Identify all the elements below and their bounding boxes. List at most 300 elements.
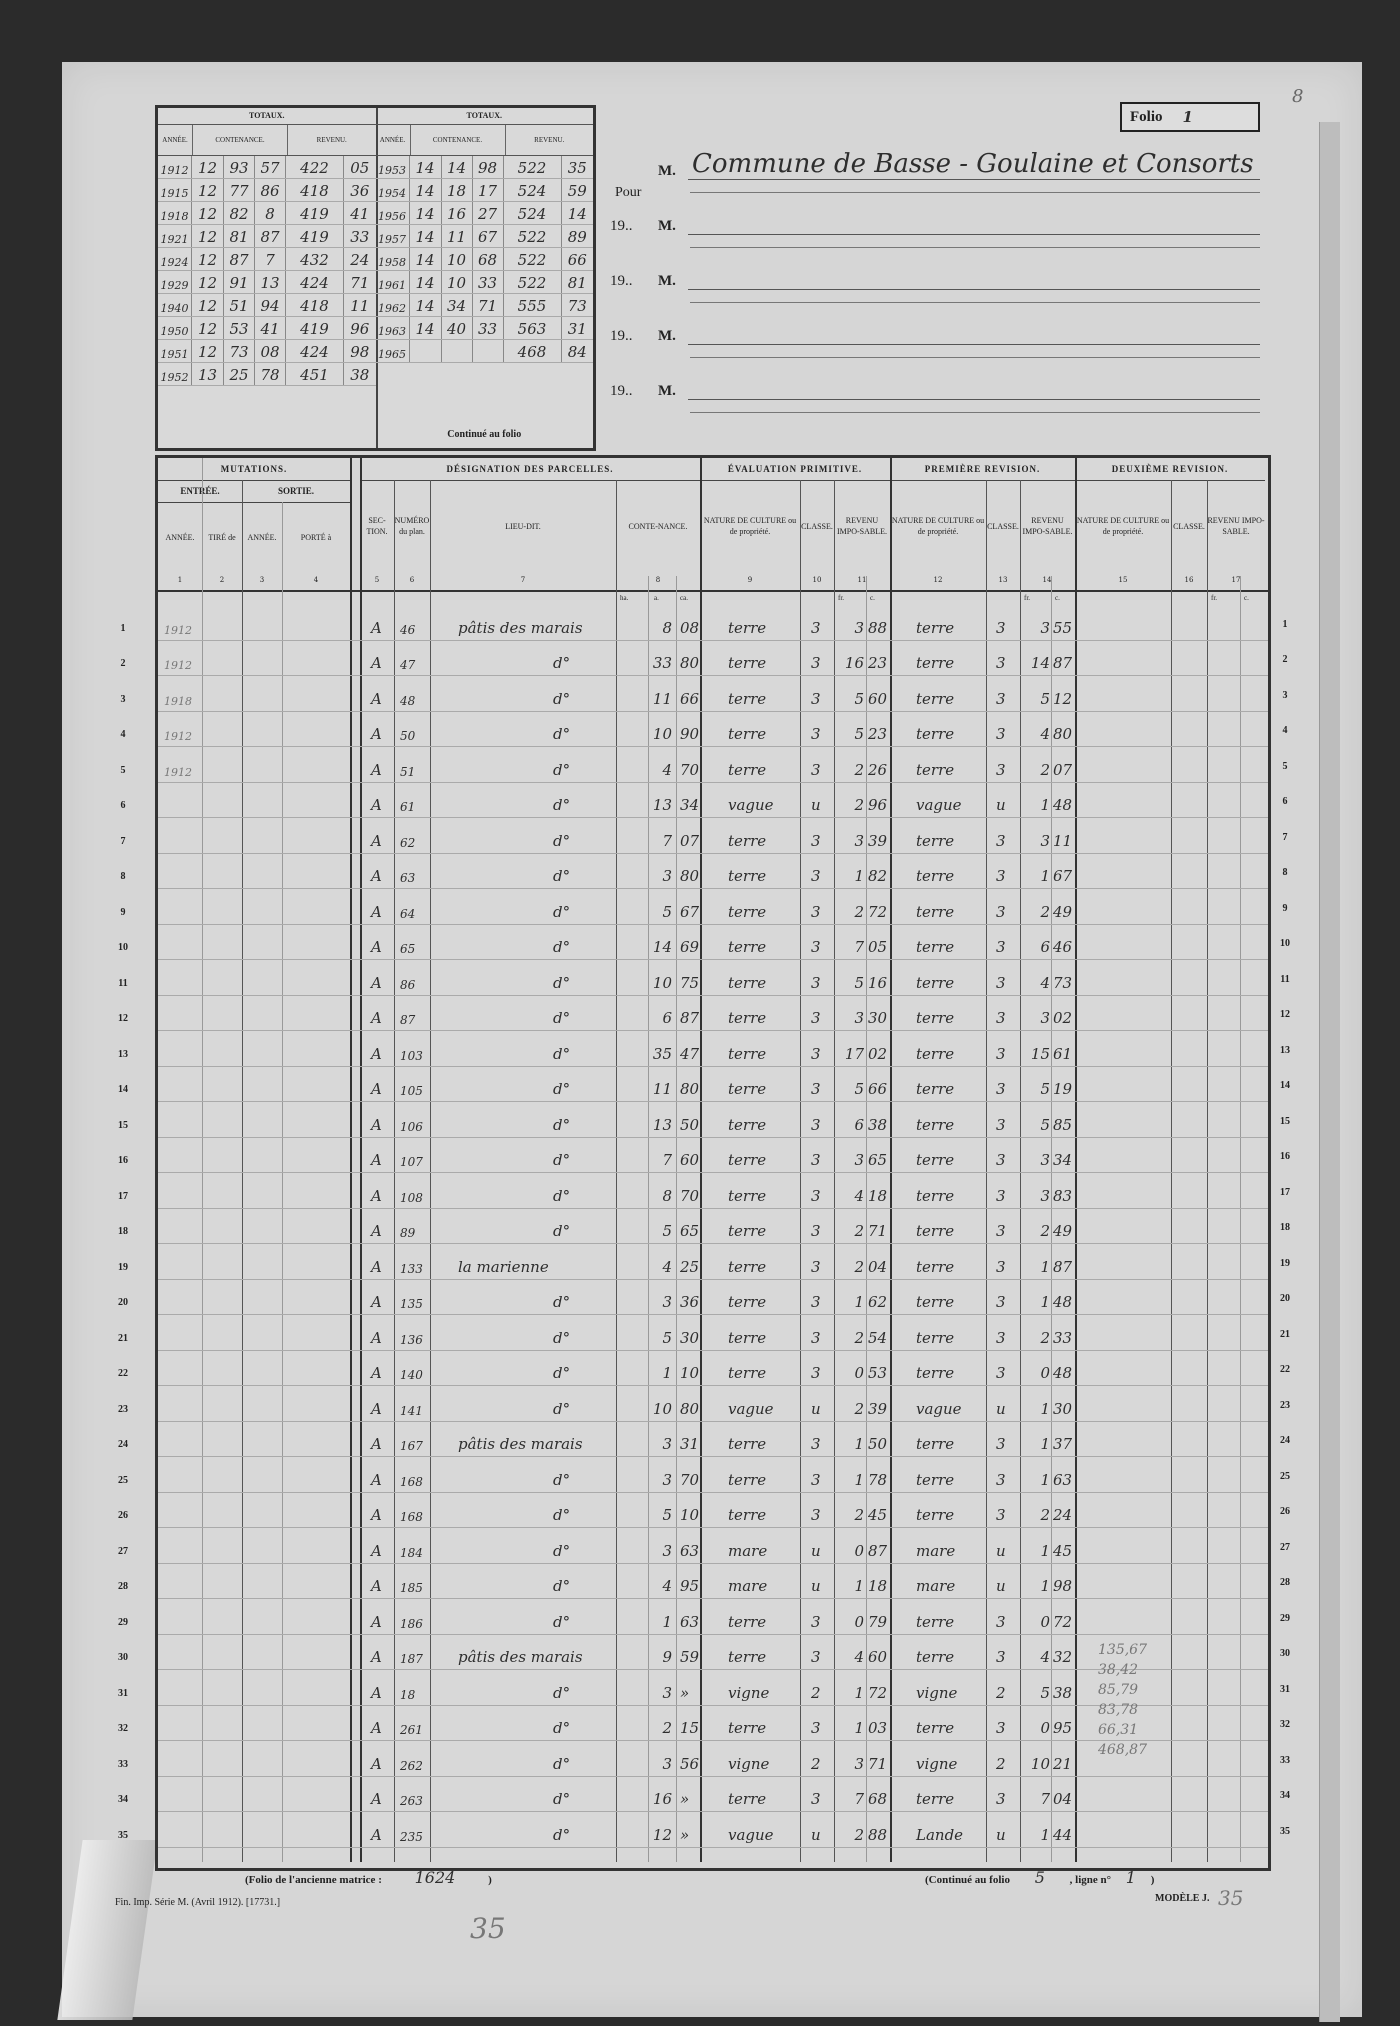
revenu-c-2: 45	[1053, 1541, 1073, 1560]
row-number-right: 26	[1280, 1506, 1290, 1517]
row-number-right: 8	[1282, 867, 1288, 878]
totaux-ca: 78	[255, 363, 286, 385]
section: A	[371, 1612, 382, 1631]
contenance-a: 13	[652, 796, 672, 814]
plan-number: 184	[400, 1545, 423, 1560]
row-number-right: 4	[1282, 725, 1288, 736]
revenu-fr-2: 4	[1040, 1648, 1050, 1666]
classe-1: 3	[811, 1115, 821, 1134]
rule-line	[690, 302, 1260, 303]
table-row	[118, 1527, 1268, 1564]
table-row	[118, 1563, 1268, 1600]
lieu-dit: d°	[553, 1186, 571, 1205]
revenu-fr-2: 1	[1040, 867, 1050, 885]
classe-2: 3	[996, 938, 1006, 956]
totaux-a	[442, 340, 473, 362]
table-row	[118, 1243, 1268, 1280]
row-number-right: 29	[1280, 1612, 1290, 1624]
revenu-fr-1: 3	[854, 1151, 864, 1169]
nature-2: mare	[916, 1577, 956, 1595]
lieu-dit: d°	[553, 902, 571, 921]
section: A	[371, 1115, 382, 1134]
totaux-fr: 451	[286, 363, 344, 385]
revenu-c-2: 63	[1053, 1470, 1073, 1489]
nature-2: terre	[916, 725, 955, 743]
revenu-c-2: 95	[1053, 1719, 1073, 1737]
contenance-ca: 69	[680, 938, 700, 956]
column-number: 10	[812, 576, 822, 584]
lieu-dit: d°	[553, 760, 571, 779]
contenance-ca: 63	[680, 1612, 700, 1631]
totaux-a: 91	[224, 271, 255, 293]
row-number: 30	[118, 1652, 128, 1663]
totaux-row	[376, 248, 594, 271]
table-row	[118, 1101, 1268, 1138]
pencil-page-number: 35	[470, 1912, 506, 1945]
lieu-dit: d°	[553, 1399, 571, 1418]
revenu-c-1: 39	[868, 831, 888, 850]
contenance-ca: 65	[680, 1222, 700, 1240]
section: A	[371, 1222, 382, 1240]
totaux-annee: 1952	[158, 363, 192, 385]
nature-2: terre	[916, 1222, 955, 1240]
classe-2: 3	[996, 1328, 1006, 1347]
lieu-dit: la marienne	[458, 1257, 549, 1276]
year-prefix: 19..	[610, 218, 633, 234]
nature-2: terre	[916, 1648, 955, 1666]
totaux-a: 82	[224, 202, 255, 224]
revenu-fr-1: 3	[854, 1754, 864, 1773]
row-number: 17	[118, 1190, 128, 1202]
revenu-fr-1: 5	[854, 973, 864, 992]
nature-1: terre	[728, 1470, 767, 1489]
contenance-ca: 60	[680, 1151, 700, 1169]
section: A	[371, 1683, 382, 1702]
row-number-right: 7	[1282, 831, 1288, 843]
nature-1: terre	[728, 760, 767, 779]
revenu-c-1: 38	[868, 1115, 888, 1134]
section: A	[371, 1080, 382, 1098]
section: A	[371, 689, 382, 708]
ligne-value: 1	[1125, 1868, 1136, 1887]
section: A	[371, 1044, 382, 1063]
table-row	[118, 1421, 1268, 1458]
totaux-left	[158, 108, 378, 448]
ancienne-close: )	[488, 1874, 492, 1886]
contenance-ca: 15	[680, 1719, 700, 1737]
totaux-row	[376, 271, 594, 294]
revenu-fr-1: 0	[854, 1612, 864, 1631]
nature-2: terre	[916, 1009, 955, 1027]
nature-1: terre	[728, 1612, 767, 1631]
unit-label-fr: fr.	[1024, 594, 1031, 602]
contenance-ca: 87	[680, 1009, 700, 1027]
revenu-c-1: 23	[868, 725, 888, 743]
contenance-a: 7	[662, 831, 672, 850]
totaux-ca: 8	[255, 202, 286, 224]
nature-1: terre	[728, 1328, 767, 1347]
totaux-fr: 419	[286, 317, 344, 339]
totaux-fr: 418	[286, 179, 344, 201]
row-number-right: 30	[1280, 1648, 1290, 1659]
continue-label: (Continué au folio	[925, 1874, 1010, 1886]
classe-2: u	[996, 1399, 1006, 1418]
classe-2: 3	[996, 1719, 1006, 1737]
lieu-dit: pâtis des marais	[458, 1648, 583, 1666]
ancienne-value: 1624	[414, 1868, 456, 1887]
column-number: 13	[998, 576, 1008, 584]
row-number: 14	[118, 1084, 128, 1095]
section: A	[371, 867, 382, 885]
revenu-fr-1: 2	[854, 796, 864, 814]
revenu-c-2: 61	[1053, 1044, 1073, 1063]
totaux-row	[158, 202, 376, 225]
revenu-fr-1: 2	[854, 1825, 864, 1844]
lieu-dit: d°	[553, 1328, 571, 1347]
classe-2: 3	[996, 1435, 1006, 1453]
plan-number: 168	[400, 1474, 423, 1489]
row-number-right: 16	[1280, 1151, 1290, 1162]
totaux-ca: 67	[473, 225, 504, 247]
row-number: 28	[118, 1581, 128, 1592]
revenu-fr-1: 3	[854, 1009, 864, 1027]
col-revenu-1: REVENU IMPO-SABLE.	[836, 516, 887, 536]
totaux-annee: 1924	[158, 248, 192, 270]
section: A	[371, 1577, 382, 1595]
classe-1: 3	[811, 689, 821, 708]
column-number: 1	[177, 576, 183, 584]
unit-label-c: c.	[1244, 594, 1249, 602]
contenance-a: 1	[662, 1364, 672, 1382]
totaux-ha: 14	[410, 156, 442, 178]
plan-number: 141	[400, 1403, 423, 1418]
totaux-continue-label: Continué au folio	[447, 429, 522, 440]
classe-2: 3	[996, 973, 1006, 992]
revenu-fr-2: 1	[1040, 796, 1050, 814]
col-tire-de: TIRÉ de	[208, 532, 236, 542]
totaux-row	[158, 294, 376, 317]
table-row	[120, 640, 1268, 677]
classe-2: 3	[996, 1186, 1006, 1205]
totaux-title: TOTAUX.	[158, 108, 376, 125]
section: A	[371, 1328, 382, 1347]
classe-1: 3	[811, 618, 821, 637]
classe-2: 3	[996, 1009, 1006, 1027]
row-number: 11	[118, 977, 128, 989]
revenu-c-2: 85	[1053, 1115, 1073, 1134]
contenance-ca: 90	[680, 725, 700, 743]
column-number: 8	[655, 576, 661, 584]
classe-2: 3	[996, 1506, 1006, 1524]
nature-1: terre	[728, 938, 767, 956]
nature-1: terre	[728, 1115, 767, 1134]
contenance-a: 3	[662, 1435, 672, 1453]
unit-label-fr: fr.	[838, 594, 845, 602]
totaux-c: 36	[350, 182, 370, 200]
lieu-dit: d°	[553, 1541, 571, 1560]
section: A	[371, 1790, 382, 1808]
column-number: 4	[313, 576, 319, 584]
nature-2: terre	[916, 1506, 955, 1524]
revenu-fr-2: 7	[1040, 1790, 1050, 1808]
section: A	[371, 1364, 382, 1382]
nature-1: terre	[728, 1719, 767, 1737]
classe-1: 3	[811, 1044, 821, 1063]
nature-2: vigne	[916, 1754, 958, 1773]
revenu-fr-1: 2	[854, 760, 864, 779]
row-number: 8	[120, 871, 126, 882]
table-row	[120, 817, 1268, 854]
classe-1: 3	[811, 973, 821, 992]
owner-line-1	[610, 205, 1260, 235]
lieu-dit: d°	[553, 831, 571, 850]
nature-1: terre	[728, 1151, 767, 1169]
nature-1: terre	[728, 831, 767, 850]
row-number-right: 5	[1282, 760, 1288, 772]
revenu-fr-1: 6	[854, 1115, 864, 1134]
rule-line	[690, 192, 1260, 193]
classe-1: 2	[811, 1754, 821, 1773]
revenu-fr-2: 1	[1040, 1825, 1050, 1844]
lieu-dit: d°	[553, 973, 571, 992]
revenu-c-2: 38	[1053, 1683, 1073, 1702]
lieu-dit: d°	[553, 938, 571, 956]
unit-label-c: c.	[870, 594, 875, 602]
plan-number: 235	[400, 1829, 423, 1844]
row-number: 22	[118, 1368, 128, 1379]
revenu-c-1: 88	[868, 618, 888, 637]
totaux-ca	[473, 340, 504, 362]
plan-number: 136	[400, 1332, 423, 1347]
nature-1: terre	[728, 725, 767, 743]
totaux-row	[376, 294, 594, 317]
contenance-ca: 59	[680, 1648, 700, 1666]
classe-2: 2	[996, 1754, 1006, 1773]
table-row	[120, 711, 1268, 748]
contenance-a: 1	[662, 1612, 672, 1631]
m-prefix: M.	[658, 328, 676, 344]
column-number: 14	[1042, 576, 1052, 584]
row-number: 32	[118, 1723, 128, 1734]
revenu-c-1: 72	[868, 902, 888, 921]
totaux-c: 96	[350, 320, 370, 338]
totaux-ca: 08	[255, 340, 286, 362]
table-row	[118, 1492, 1268, 1529]
plan-number: 65	[400, 942, 416, 956]
revenu-c-1: 23	[868, 654, 888, 672]
totaux-col-revenu: REVENU.	[316, 136, 347, 144]
contenance-ca: 07	[680, 831, 700, 850]
page-edge	[1319, 122, 1340, 2022]
revenu-c-1: 18	[868, 1577, 888, 1595]
totaux-row	[158, 271, 376, 294]
totaux-annee: 1950	[158, 317, 192, 339]
section: A	[371, 902, 382, 921]
lieu-dit: d°	[553, 1470, 571, 1489]
totaux-c: 66	[567, 251, 587, 269]
nature-1: terre	[728, 1080, 767, 1098]
totaux-ha: 12	[192, 317, 224, 339]
totaux-c: 11	[350, 297, 370, 315]
revenu-fr-2: 3	[1040, 618, 1050, 637]
revenu-fr-2: 14	[1030, 654, 1050, 672]
revenu-c-2: 04	[1053, 1790, 1073, 1808]
contenance-a: 5	[662, 902, 672, 921]
revenu-fr-1: 2	[854, 902, 864, 921]
contenance-ca: »	[680, 1790, 690, 1808]
classe-2: 3	[996, 1115, 1006, 1134]
nature-2: vague	[916, 796, 962, 814]
table-row	[118, 1456, 1268, 1493]
lieu-dit: d°	[553, 1293, 571, 1311]
col-classe-2: CLASSE.	[987, 521, 1019, 531]
revenu-fr-2: 2	[1040, 902, 1050, 921]
lieu-dit: d°	[553, 1506, 571, 1524]
classe-1: 3	[811, 1364, 821, 1382]
contenance-a: 12	[652, 1825, 672, 1844]
entree-annee: 1918	[164, 694, 192, 708]
totaux-annee: 1921	[158, 225, 192, 247]
revenu-c-1: 02	[868, 1044, 888, 1063]
row-number: 20	[118, 1297, 128, 1308]
classe-2: 3	[996, 1222, 1006, 1240]
col-revenu-2: REVENU IMPO-SABLE.	[1022, 516, 1073, 536]
year-prefix: 19..	[610, 383, 633, 399]
revenu-c-1: 45	[868, 1506, 888, 1524]
table-row	[118, 1350, 1268, 1387]
unit-label-c: c.	[1055, 594, 1060, 602]
classe-1: 3	[811, 725, 821, 743]
totaux-fr: 432	[286, 248, 344, 270]
totaux-ha	[410, 340, 442, 362]
row-number: 34	[118, 1794, 128, 1805]
classe-2: u	[996, 1577, 1006, 1595]
totaux-a: 14	[442, 156, 473, 178]
revenu-c-2: 83	[1053, 1186, 1073, 1205]
plan-number: 87	[400, 1013, 416, 1027]
revenu-fr-2: 1	[1040, 1293, 1050, 1311]
imprint: Fin. Imp. Série M. (Avril 1912). [17731.]	[115, 1897, 281, 1908]
revenu-c-2: 30	[1053, 1399, 1073, 1418]
section: A	[371, 1506, 382, 1524]
contenance-a: 3	[662, 1683, 672, 1702]
totaux-c: 14	[567, 205, 587, 223]
totaux-annee: 1957	[376, 225, 410, 247]
revenu-fr-1: 4	[854, 1186, 864, 1205]
nature-1: terre	[728, 689, 767, 708]
column-number: 15	[1118, 576, 1128, 584]
revenu-c-1: 79	[868, 1612, 888, 1631]
col-classe-1: CLASSE.	[801, 521, 833, 531]
lieu-dit: d°	[553, 867, 571, 885]
plan-number: 168	[400, 1510, 423, 1524]
totaux-c: 89	[567, 228, 587, 246]
column-number: 5	[374, 576, 380, 584]
revenu-fr-1: 1	[854, 1683, 864, 1702]
classe-1: 3	[811, 1257, 821, 1276]
row-number-right: 22	[1280, 1364, 1290, 1375]
revenu-c-1: 50	[868, 1435, 888, 1453]
nature-1: terre	[728, 618, 767, 637]
classe-2: 3	[996, 831, 1006, 850]
rule-line	[690, 412, 1260, 413]
row-number: 16	[118, 1155, 128, 1166]
section: A	[371, 1293, 382, 1311]
revenu-fr-2: 4	[1040, 973, 1050, 992]
nature-1: terre	[728, 1009, 767, 1027]
classe-1: u	[811, 796, 821, 814]
classe-2: 3	[996, 760, 1006, 779]
totaux-a: 34	[442, 294, 473, 316]
revenu-c-1: 03	[868, 1719, 888, 1737]
revenu-fr-2: 15	[1030, 1044, 1050, 1063]
nature-2: terre	[916, 867, 955, 885]
totaux-ca: 17	[473, 179, 504, 201]
totaux-c: 71	[350, 274, 370, 292]
revenu-c-2: 19	[1053, 1080, 1073, 1098]
nature-2: terre	[916, 1080, 955, 1098]
revenu-fr-2: 0	[1040, 1719, 1050, 1737]
plan-number: 167	[400, 1439, 423, 1453]
column-number: 17	[1231, 576, 1241, 584]
contenance-ca: 63	[680, 1541, 700, 1560]
revenu-fr-2: 1	[1040, 1257, 1050, 1276]
nature-2: terre	[916, 1044, 955, 1063]
section: A	[371, 938, 382, 956]
revenu-fr-1: 1	[854, 1293, 864, 1311]
revenu-fr-1: 1	[854, 1470, 864, 1489]
nature-2: terre	[916, 654, 955, 672]
totaux-annee: 1915	[158, 179, 192, 201]
revenu-c-1: 53	[868, 1364, 888, 1382]
pencil-sum: 66,31	[1098, 1721, 1139, 1738]
revenu-fr-2: 3	[1040, 1151, 1050, 1169]
totaux-c: 73	[567, 297, 587, 315]
lieu-dit: d°	[553, 689, 571, 708]
totaux-ha: 12	[192, 271, 224, 293]
totaux-a: 73	[224, 340, 255, 362]
revenu-fr-2: 5	[1040, 1080, 1050, 1098]
nature-1: vigne	[728, 1683, 770, 1702]
pencil-sum: 85,79	[1098, 1681, 1139, 1698]
row-number-right: 35	[1280, 1825, 1290, 1837]
classe-1: 3	[811, 1719, 821, 1737]
revenu-c-1: 54	[868, 1328, 888, 1347]
revenu-c-2: 67	[1053, 867, 1073, 885]
contenance-ca: 56	[680, 1754, 700, 1773]
column-number: 16	[1184, 576, 1194, 584]
revenu-fr-1: 5	[854, 1080, 864, 1098]
contenance-a: 7	[662, 1151, 672, 1169]
pencil-sum: 38,42	[1098, 1661, 1139, 1678]
contenance-a: 16	[652, 1790, 672, 1808]
revenu-c-1: 72	[868, 1683, 888, 1702]
plan-number: 48	[400, 693, 416, 708]
plan-number: 103	[400, 1048, 423, 1063]
corner-pencil-note: 8	[1292, 86, 1304, 107]
totaux-a: 10	[442, 271, 473, 293]
contenance-a: 10	[652, 725, 672, 743]
classe-1: 3	[811, 1222, 821, 1240]
totaux-fr: 422	[286, 156, 344, 178]
row-number: 33	[118, 1758, 128, 1770]
totaux-c: 33	[350, 228, 370, 246]
nature-2: terre	[916, 831, 955, 850]
group-mutations: MUTATIONS.	[158, 458, 350, 481]
table-row	[118, 1314, 1268, 1351]
nature-2: terre	[916, 938, 955, 956]
plan-number: 46	[400, 622, 416, 637]
